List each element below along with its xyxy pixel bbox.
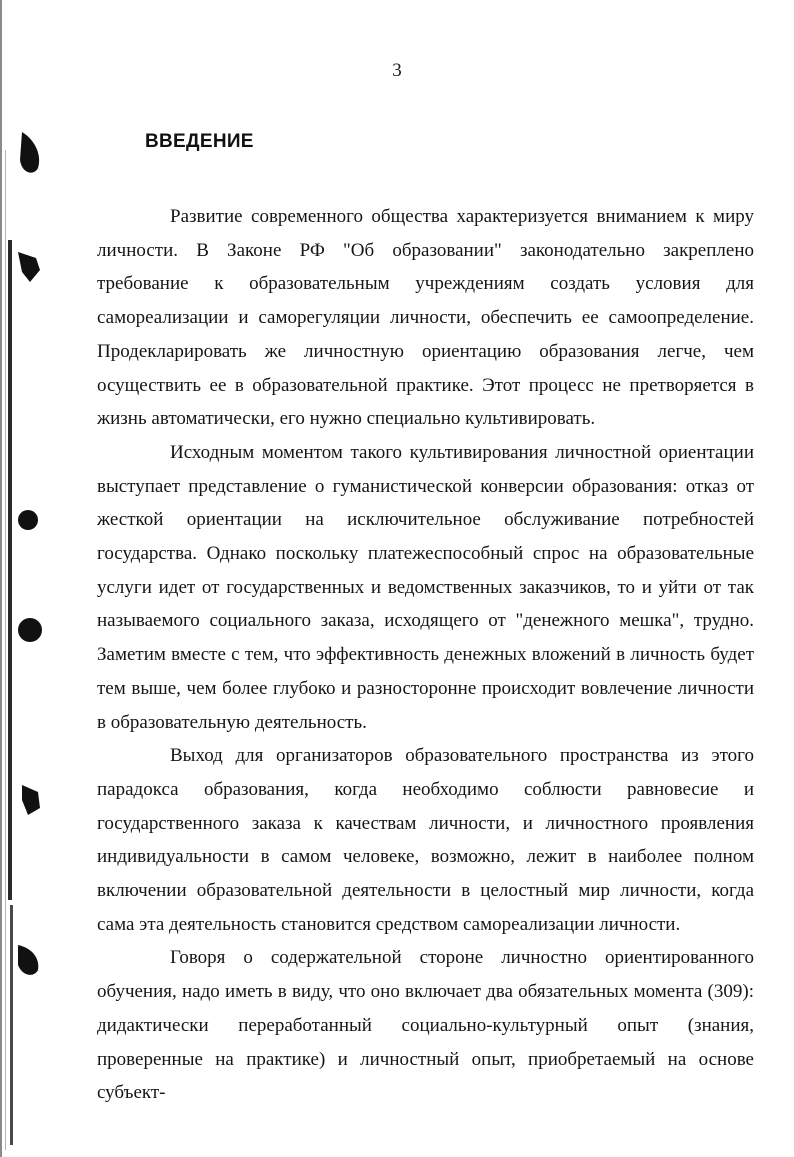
paragraph-3: Выход для организаторов образовательного пространства из этого парадокса образования, когда необходимо соблюсти равновесие и государственного заказа к качествам личности, и личностного проявления индивидуальности в самом человеке, возможно, лежит в наиболее полном включении образовательной деятельности в целостный мир личности, когда сама эта деятельность становится средством самореализации личности. — [97, 745, 754, 935]
section-heading: ВВЕДЕНИЕ — [145, 131, 254, 152]
binding-mark-4 — [18, 618, 42, 642]
scan-binding-edge — [0, 0, 60, 1157]
page-number: 3 — [392, 60, 402, 81]
paragraph-2: Исходным моментом такого культивирования личностной ориентации выступает представление о гуманистической конверсии образования: отказ от жесткой ориентации на исключительное обслуживание потребностей государства. Однако поскольку платежеспособный спрос на образовательные услуги идет от государственных и ведомственных заказчиков, то и уйти от так называемого социального заказа, исходящего от "денежного мешка", трудно. Заметим вместе с тем, что эффективность денежных вложений в личность будет тем выше, чем более глубоко и разносторонне происходит вовлечение личности в образовательную деятельность. — [97, 441, 754, 733]
binding-mark-3 — [18, 510, 38, 530]
binding-mark-2 — [18, 252, 40, 282]
binding-mark-5 — [22, 785, 40, 815]
paragraph-4: Говоря о содержательной стороне личностно ориентированного обучения, надо иметь в виду, что оно включает два обязательных момента (309): дидактически переработанный социально-культурный опыт (знания, проверенные на практике) и личностный опыт, приобретаемый на основе субъект- — [97, 947, 754, 1104]
paragraph-1: Развитие современного общества характеризуется вниманием к миру личности. В Законе РФ "Об образовании" законодательно закреплено требование к образовательным учреждениям создать условия для самореализации и саморегуляции личности, обеспечить ее самоопределение. Продекларировать же личностную ориентацию образования легче, чем осуществить ее в образовательной практике. Этот процесс не претворяется в жизнь автоматически, его нужно специально культивировать. — [97, 206, 754, 430]
binding-mark-6 — [18, 945, 38, 975]
body-text — [97, 200, 754, 1110]
binding-mark-1 — [20, 132, 39, 173]
